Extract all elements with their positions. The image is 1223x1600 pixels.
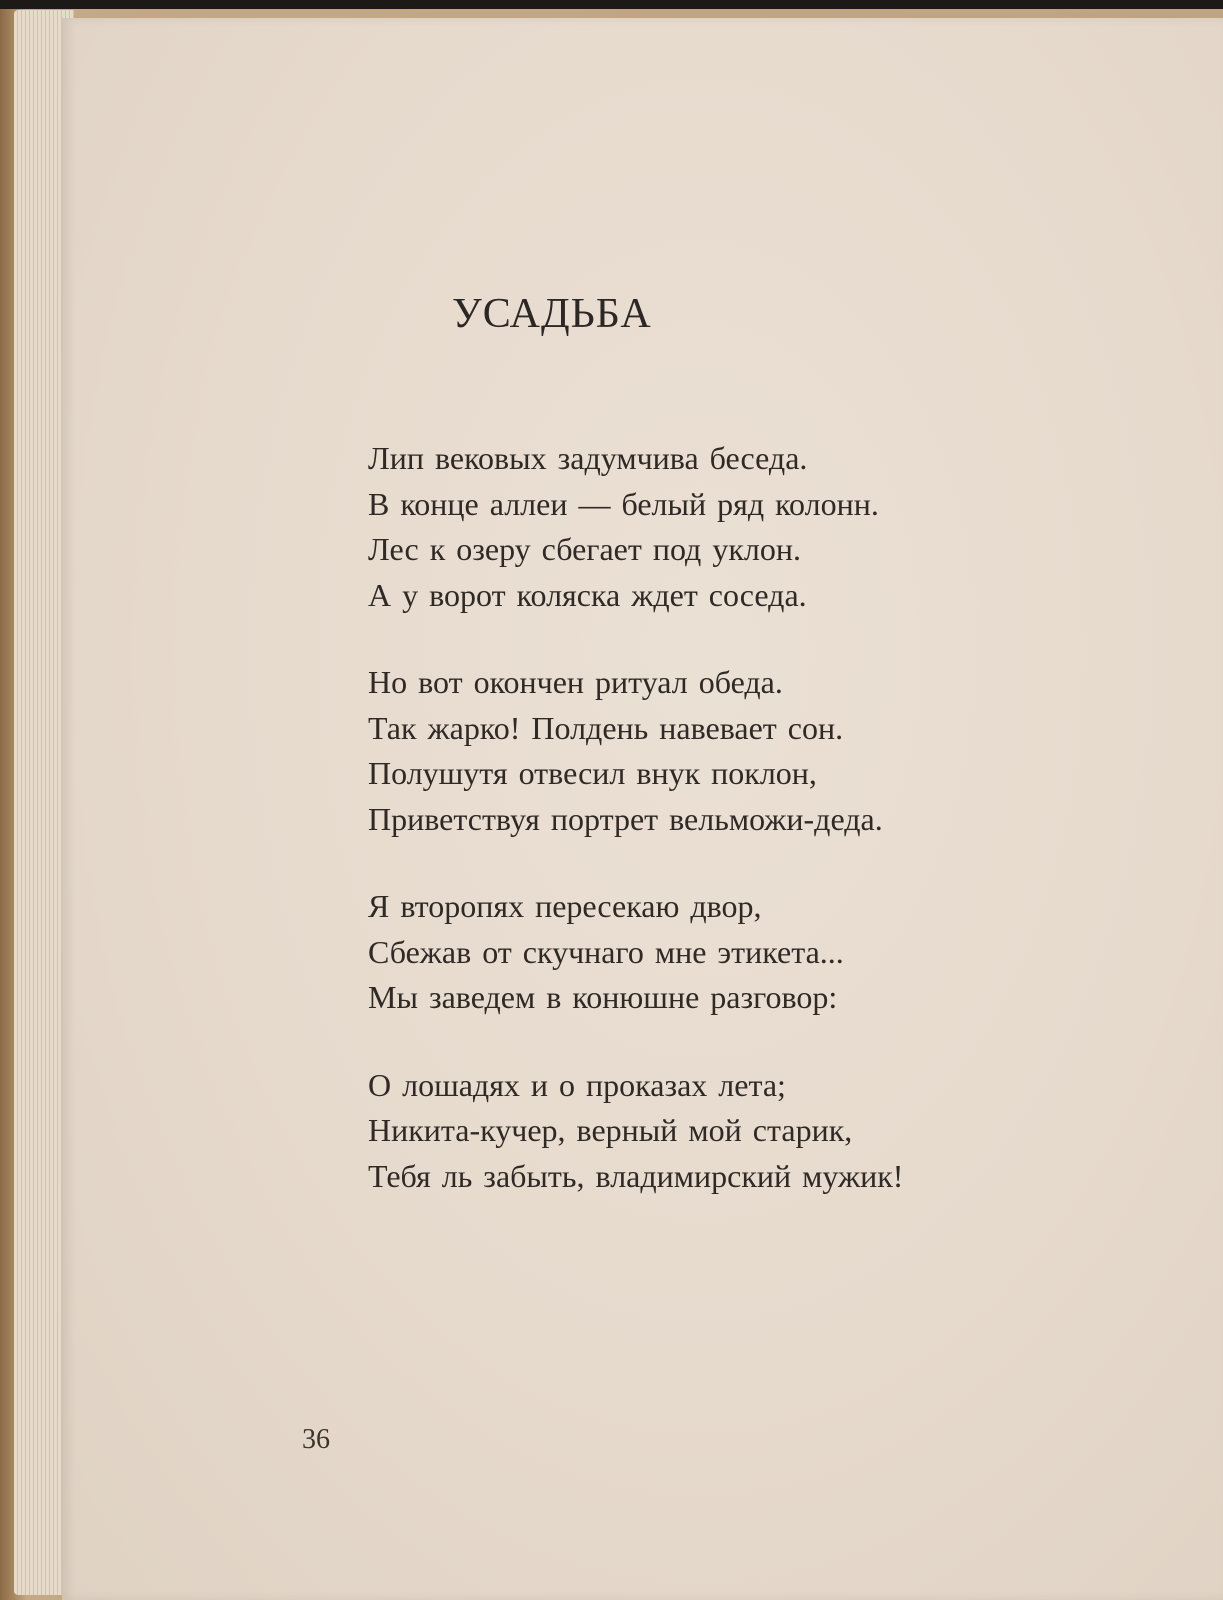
poem-body xyxy=(368,436,903,1199)
book-page xyxy=(62,18,1223,1600)
poem-line: Лес к озеру сбегает под уклон. xyxy=(368,531,801,567)
poem-title: УСАДЬБА xyxy=(452,291,652,337)
poem-line: Я второпях пересекаю двор, xyxy=(368,888,762,924)
stanza-1 xyxy=(368,436,903,618)
poem-line: Но вот окончен ритуал обеда. xyxy=(368,664,783,700)
poem-line: Сбежав от скучнаго мне этикета... xyxy=(368,933,844,970)
poem-line: А у ворот коляска ждет соседа. xyxy=(368,576,807,613)
stanza-3 xyxy=(368,884,903,1021)
scan-top-edge xyxy=(0,0,1223,9)
poem-line: Тебя ль забыть, владимирский мужик! xyxy=(368,1157,904,1194)
poem-line: Приветствуя портрет вельможи-деда. xyxy=(368,800,883,837)
poem-line: Никита-кучер, верный мой старик, xyxy=(368,1112,853,1148)
poem-line: Полушутя отвесил внук поклон, xyxy=(368,755,817,791)
page-number: 36 xyxy=(302,1424,330,1455)
poem-line: В конце аллеи — белый ряд колонн. xyxy=(368,485,879,522)
poem-line: Так жарко! Полдень навевает сон. xyxy=(368,709,844,746)
poem-line: О лошадях и о проказах лета; xyxy=(368,1066,786,1103)
poem-line: Лип вековых задумчива беседа. xyxy=(368,440,808,476)
poem-line: Мы заведем в конюшне разговор: xyxy=(368,979,838,1015)
stanza-4 xyxy=(368,1063,903,1200)
stanza-2 xyxy=(368,660,903,842)
